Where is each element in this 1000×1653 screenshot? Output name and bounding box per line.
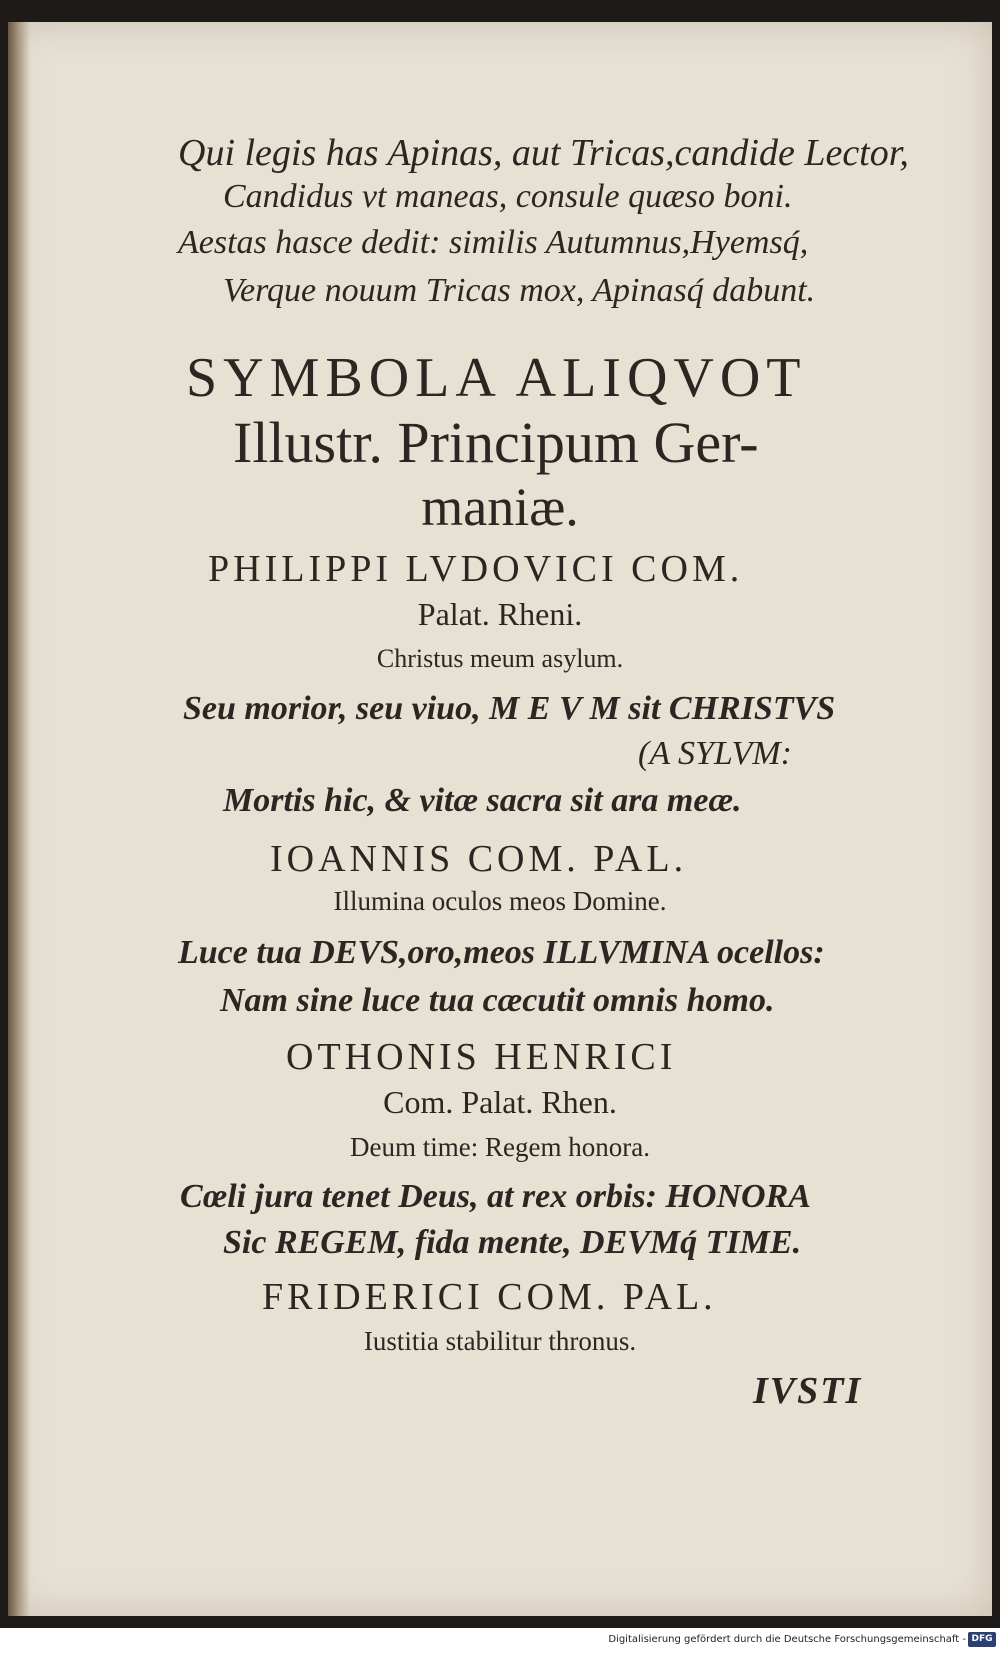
entry-3-name: OTHONIS HENRICI: [286, 1036, 677, 1078]
verse-intro-line-4: Verque nouum Tricas mox, Apinasq́ dabunt.: [223, 272, 816, 309]
dfg-logo-icon: DFG: [968, 1632, 996, 1647]
entry-2-verse-2: Nam sine luce tua cæcutit omnis homo.: [220, 982, 775, 1019]
page-title-line-1: SYMBOLA ALIQVOT: [186, 347, 807, 409]
verse-intro-line-1: Qui legis has Apinas, aut Tricas,candide Lector,: [178, 132, 909, 174]
entry-3-verse-1: Cœli jura tenet Deus, at rex orbis: HONORA: [180, 1178, 811, 1215]
catchword: IVSTI: [753, 1370, 863, 1412]
entry-1-verse-2: Mortis hic, & vitæ sacra sit ara meæ.: [223, 782, 742, 819]
entry-2-verse-1: Luce tua DEVS,oro,meos ILLVMINA ocellos:: [178, 934, 825, 971]
book-page: [8, 22, 992, 1616]
page-title-line-3: maniæ.: [421, 477, 579, 537]
entry-3-motto: Deum time: Regem honora.: [350, 1132, 650, 1162]
entry-2-name: IOANNIS COM. PAL.: [270, 838, 688, 880]
entry-3-subtitle: Com. Palat. Rhen.: [383, 1084, 617, 1120]
entry-4-name: FRIDERICI COM. PAL.: [262, 1276, 717, 1318]
entry-1-verse-1b: (A SYLVM:: [638, 735, 792, 772]
digitization-credit-bar: [0, 1628, 1000, 1653]
page-text: [8, 22, 992, 1616]
entry-1-name: PHILIPPI LVDOVICI COM.: [208, 548, 744, 590]
entry-1-motto: Christus meum asylum.: [376, 644, 624, 673]
entry-2-motto: Illumina oculos meos Domine.: [333, 886, 667, 916]
entry-4-motto: Iustitia stabilitur thronus.: [363, 1326, 637, 1356]
entry-1-subtitle: Palat. Rheni.: [417, 596, 583, 632]
verse-intro-line-2: Candidus vt maneas, consule quæso boni.: [223, 178, 793, 215]
digitization-credit-text: Digitalisierung gefördert durch die Deutsche Forschungsgemeinschaft -: [608, 1634, 966, 1645]
entry-3-verse-2: Sic REGEM, fida mente, DEVMq́ TIME.: [223, 1224, 802, 1261]
entry-1-verse-1: Seu morior, seu viuo, M E V M sit CHRISTVS: [183, 690, 836, 727]
page-title-line-2: Illustr. Principum Ger-: [233, 410, 759, 475]
verse-intro-line-3: Aestas hasce dedit: similis Autumnus,Hyemsq́,: [178, 224, 809, 261]
